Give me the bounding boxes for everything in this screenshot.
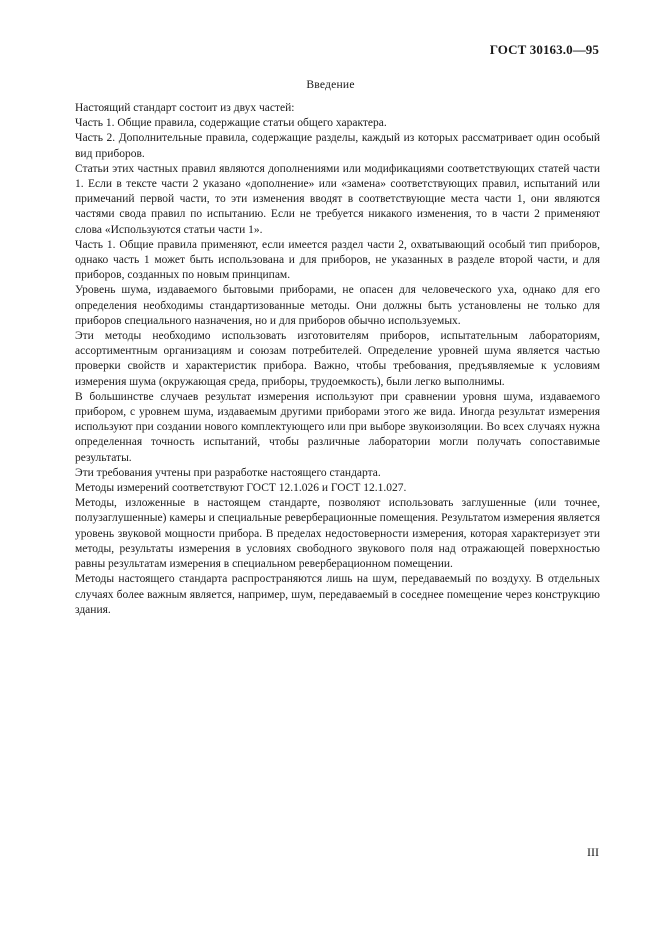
paragraph-10: Методы измерений соответствуют ГОСТ 12.1.026 и ГОСТ 12.1.027. [75,482,407,495]
paragraph-12: Методы настоящего стандарта распространяются лишь на шум, передаваемый по воздуху. В отдельных случаях более важным является, например, шум, передаваемый в соседнее помещение через конструкцию здания. [75,573,600,616]
page-number: III [587,845,599,859]
paragraph-5: Часть 1. Общие правила применяют, если имеется раздел части 2, охватывающий особый тип приборов, однако часть 1 может быть использована и для приборов, не указанных в разделе второй части, и для приборов, созданных по новым принципам. [75,238,600,282]
paragraph-6: Уровень шума, издаваемого бытовыми приборами, не опасен для человеческого уха, однако для его определения необходимы стандартизованные методы. Они должны быть установлены не только для приборов специального назначения, но и для приборов обычно используемых. [75,284,600,327]
paragraph-3: Часть 2. Дополнительные правила, содержащие разделы, каждый из которых рассматривает один особый вид приборов. [75,132,600,160]
paragraph-4: Статьи этих частных правил являются дополнениями или модификациями соответствующих статей части 1. Если в тексте части 2 указано «дополнение» или «замена» соответствующих правил, испытаний или примечаний первой части, то эти изменения вводят в соответствующие места части 1, они являются частями свода правил по испытанию. Если не требуется никакого изменения, то в части 2 применяют слова «Используются статьи части 1». [75,162,600,236]
document-header-code: ГОСТ 30163.0—95 [489,42,599,57]
paragraph-8: В большинстве случаев результат измерения используют при сравнении уровня шума, издаваемого прибором, с уровнем шума, издаваемым другими приборами этого же вида. Иногда результат измерения используют при создании нового комплектующего или при выборе звукоизоляции. Во всех случаях нужна определенная точность испытаний, чтобы различные лаборатории могли получать сопоставимые результаты. [75,390,600,464]
paragraph-9: Эти требования учтены при разработке настоящего стандарта. [75,466,381,479]
paragraph-11: Методы, изложенные в настоящем стандарте, позволяют использовать заглушенные (или точнее, полузаглушенные) камеры и специальные реверберационные помещения. Результатом измерения является уровень звуковой мощности прибора. В пределах недостоверности измерения, которая характеризует эти методы, результаты измерения в условиях свободного звукового поля над отражающей поверхностью равны результатам измерения в специальном реверберационном помещении. [75,497,600,571]
paragraph-2: Часть 1. Общие правила, содержащие статьи общего характера. [75,117,387,130]
section-title: Введение [306,78,355,91]
paragraph-7: Эти методы необходимо использовать изготовителям приборов, испытательным лабораториям, ассортиментным организациям и союзам потребителей. Определение уровней шума является частью проверки свойств и характеристик прибора. Важно, чтобы требования, предъявляемые к условиям измерения шума (окружающая среда, приборы, трудоемкость), были легко выполнимы. [75,330,600,388]
paragraph-1: Настоящий стандарт состоит из двух частей: [75,102,295,114]
document-body [75,101,600,618]
